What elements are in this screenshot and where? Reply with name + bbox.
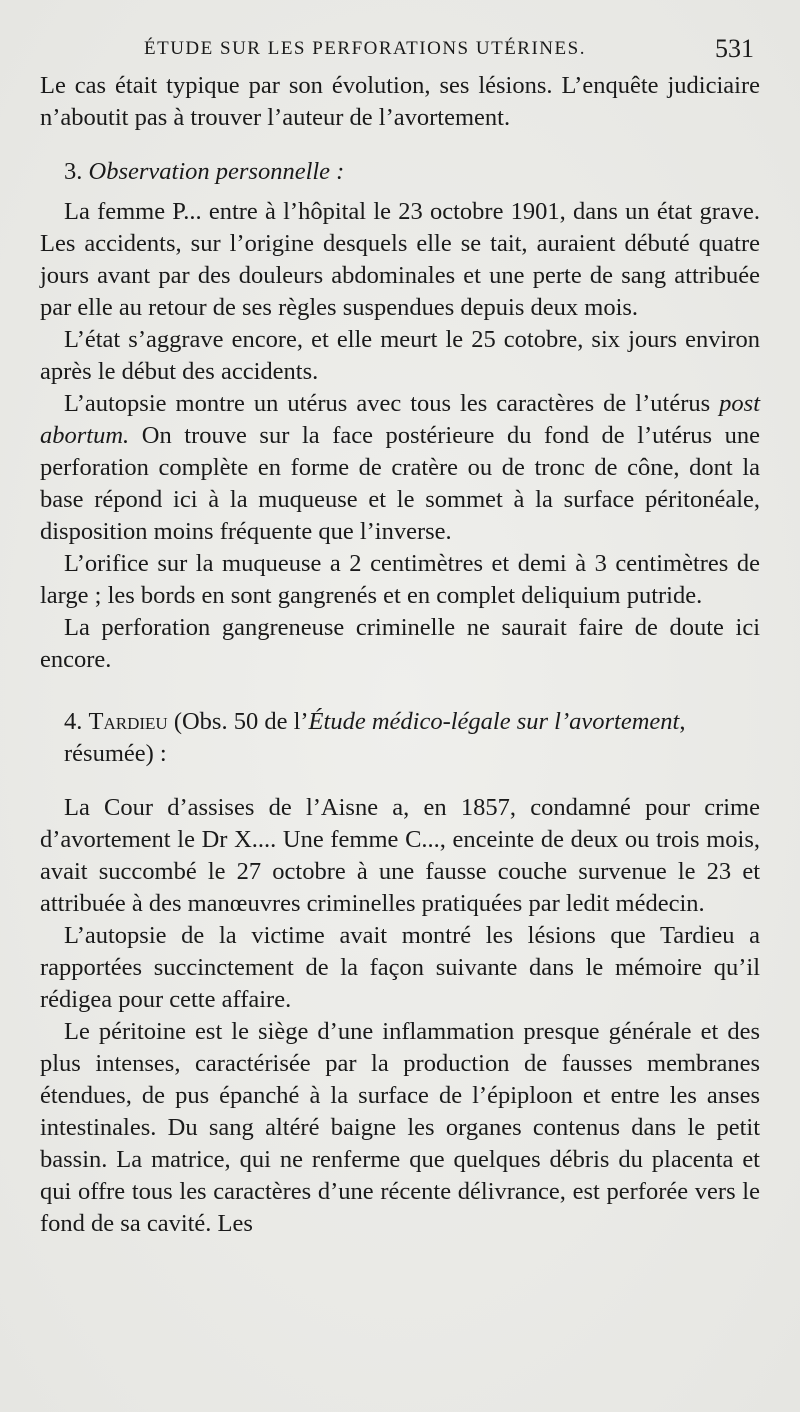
section-number: 3.: [64, 158, 83, 185]
paragraph-4-lead: L’autopsie montre un utérus avec tous les caractères de l’utérus: [64, 390, 711, 417]
running-title: ÉTUDE SUR LES PERFORATIONS UTÉRINES.: [144, 38, 586, 59]
paragraph-4-italic: post abortum.: [40, 390, 761, 449]
work-title: Étude médico-légale sur l’avortement: [308, 708, 680, 735]
paragraph-3: L’état s’aggrave encore, et elle meurt le 25 cotobre, six jours environ après le début des accidents.: [40, 326, 760, 385]
page-number: 531: [715, 34, 754, 63]
heading-end: , résumée) :: [64, 708, 686, 767]
obs-reference: (Obs. 50 de l’: [173, 708, 309, 735]
section-title: Observation personnelle :: [88, 158, 345, 185]
paragraph-7: La Cour d’assises de l’Aisne a, en 1857, condamné pour crime d’avortement le Dr X.... Une femme C..., enceinte de deux ou trois mois, avait succombé le 27 octobre à une fausse couche survenue le 23 et attribuée à des manœuvres criminelles pratiquées par ledit médecin.: [40, 794, 760, 917]
paragraph-1: Le cas était typique par son évolution, ses lésions. L’enquête judiciaire n’aboutit pas à trouver l’auteur de l’avortement.: [40, 72, 760, 131]
section-number-4: 4.: [64, 708, 83, 735]
section-heading-3: [40, 156, 760, 188]
section-heading-4: [40, 706, 760, 770]
running-head: [40, 0, 760, 70]
author-name: Tardieu: [88, 708, 168, 735]
paragraph-9: Le péritoine est le siège d’une inflammation presque générale et des plus intenses, caractérisée par la production de fausses membranes étendues, de pus épanché à la surface de l’épiploon et entre les anses intestinales. Du sang altéré baigne les organes contenus dans le petit bassin. La matrice, qui ne renferme que quelques débris du placenta et qui offre tous les caractères d’une récente délivrance, est perforée vers le fond de sa cavité. Les: [40, 1018, 760, 1237]
paragraph-8: L’autopsie de la victime avait montré les lésions que Tardieu a rapportées succinctement de la façon suivante dans le mémoire qu’il rédigea pour cette affaire.: [40, 922, 760, 1013]
paragraph-6: La perforation gangreneuse criminelle ne saurait faire de doute ici encore.: [40, 614, 760, 673]
paragraph-5: L’orifice sur la muqueuse a 2 centimètres et demi à 3 centimètres de large ; les bords en sont gangrenés et en complet deliquium putride.: [40, 550, 760, 609]
paragraph-4: [40, 388, 760, 548]
paragraph-2: La femme P... entre à l’hôpital le 23 octobre 1901, dans un état grave. Les accidents, sur l’origine desquels elle se tait, auraient débuté quatre jours avant par des douleurs abdominales et une perte de sang attribuée par elle au retour de ses règles suspendues depuis deux mois.: [40, 198, 760, 321]
paragraph-4-rest: On trouve sur la face postérieure du fond de l’utérus une perforation complète en forme de cratère ou de tronc de cône, dont la base répond ici à la muqueuse et le sommet à la surface péritonéale, disposition moins fréquente que l’inverse.: [40, 422, 760, 545]
